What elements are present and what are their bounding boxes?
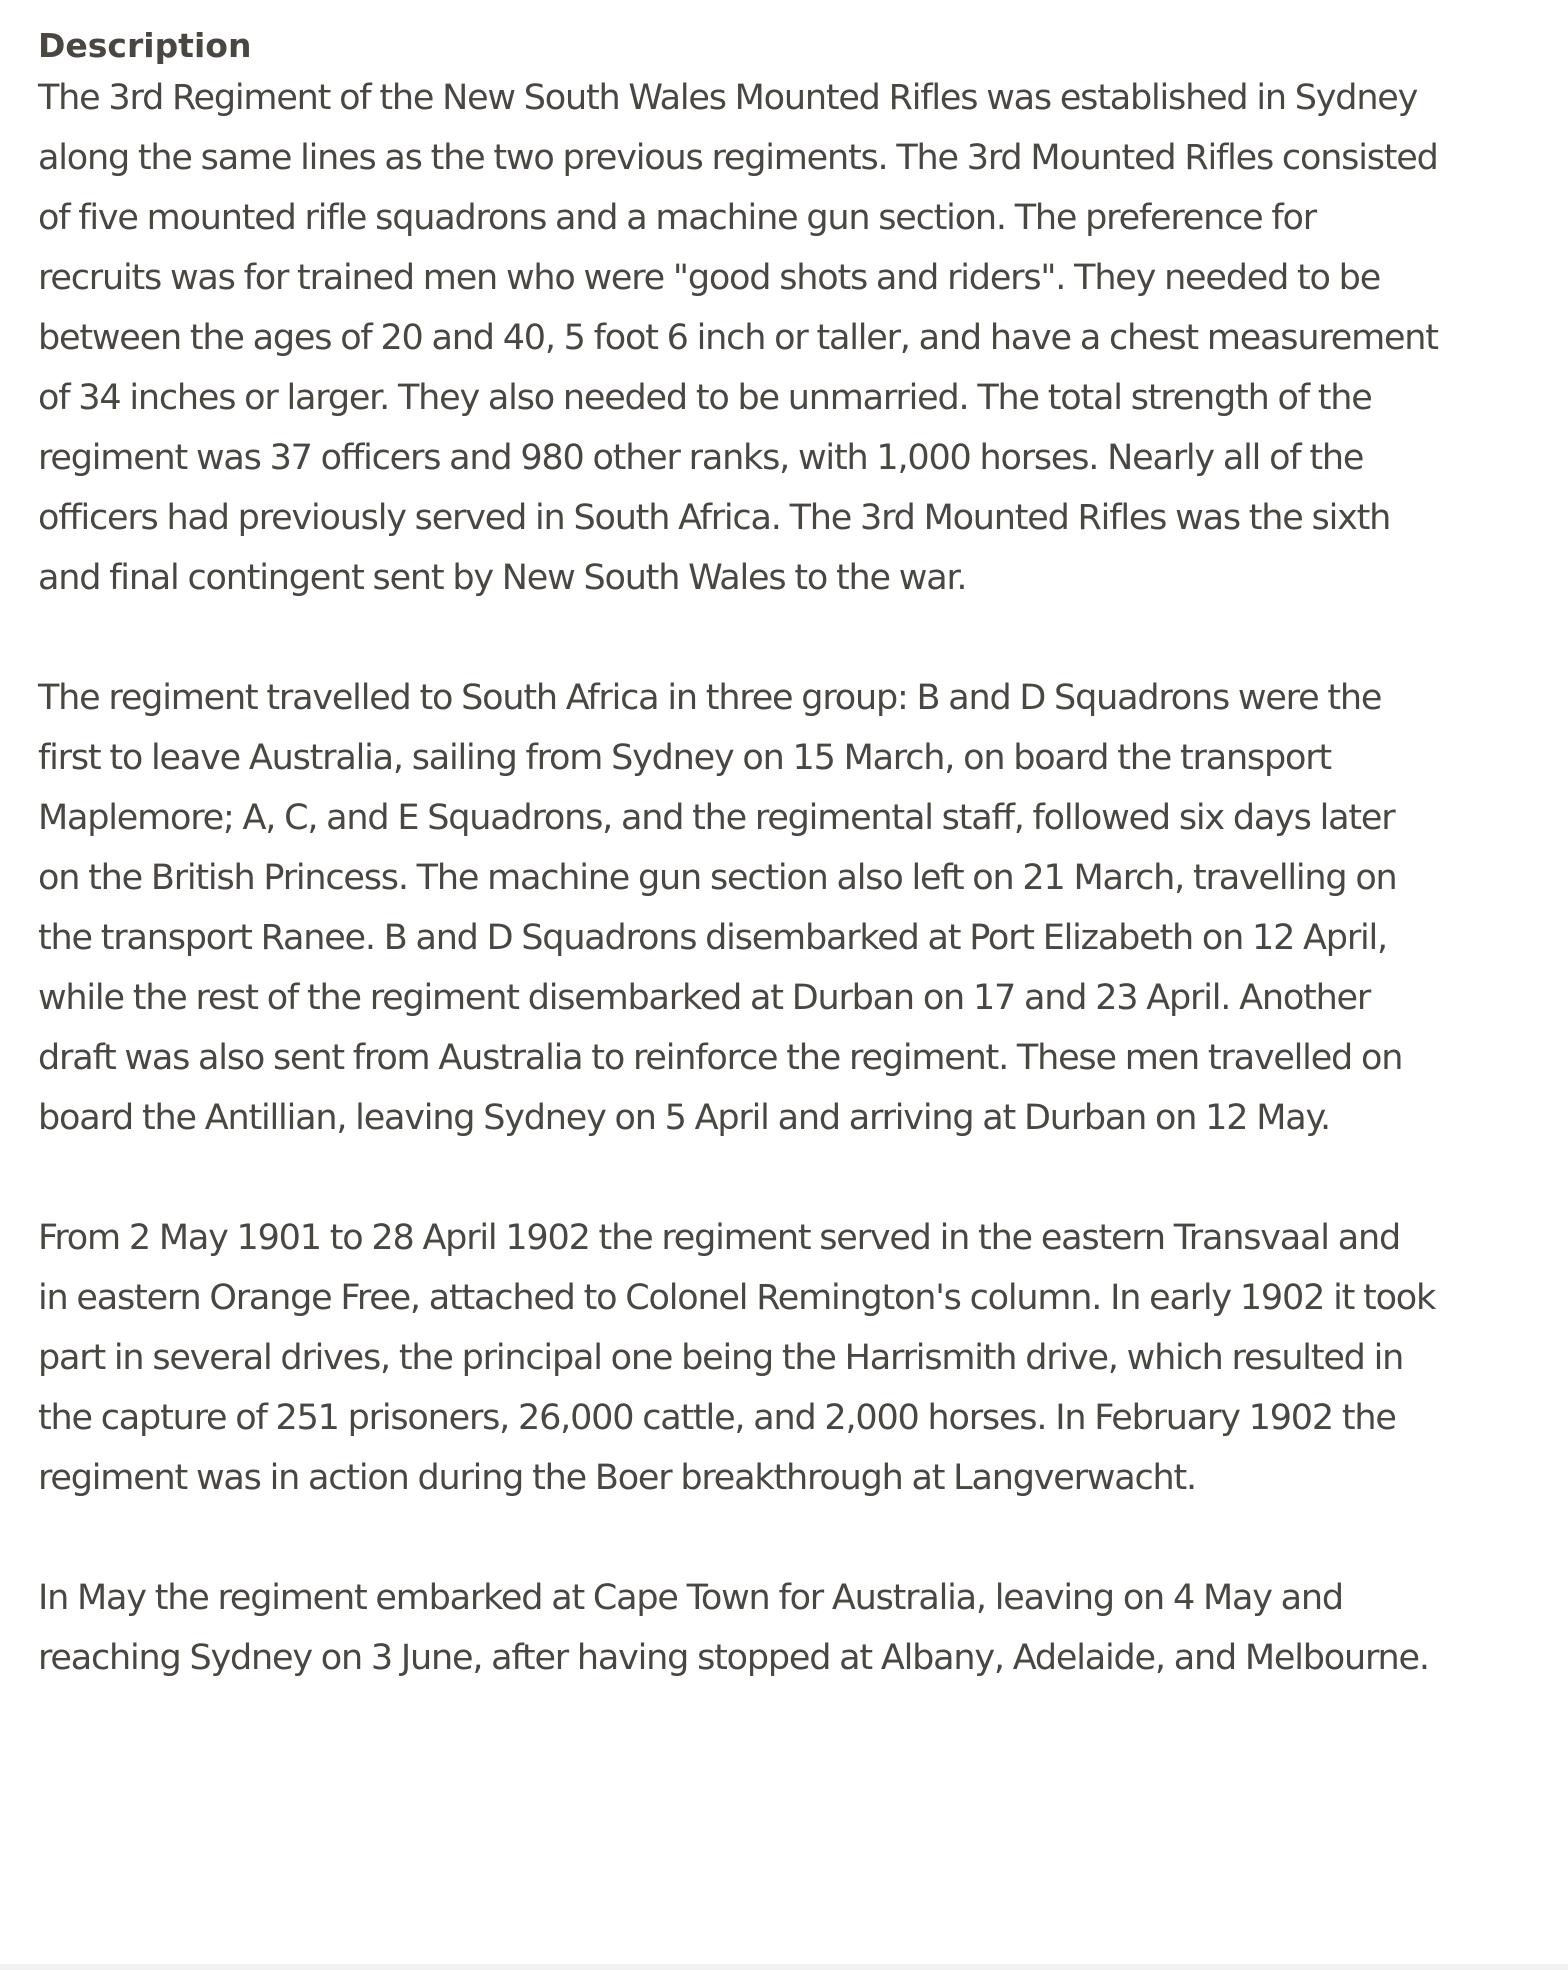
description-section [38,20,1438,1688]
paragraph-voyage: The regiment travelled to South Africa in three group: B and D Squadrons were the first to leave Australia, sailing from Sydney on 15 March, on board the transport Maplemore; A, C, and E Squadrons, and the regimental staff, followed six days later on the British Princess. The machine gun section also left on 21 March, travelling on the transport Ranee. B and D Squadrons disembarked at Port Elizabeth on 12 April, while the rest of the regiment disembarked at Durban on 17 and 23 April. Another draft was also sent from Australia to reinforce the regiment. These men travelled on board the Antillian, leaving Sydney on 5 April and arriving at Durban on 12 May. [38,678,1403,1138]
bottom-divider [0,1964,1568,1970]
paragraph-service: From 2 May 1901 to 28 April 1902 the regiment served in the eastern Transvaal and in eastern Orange Free, attached to Colonel Remington's column. In early 1902 it took part in several drives, the principal one being the Harrismith drive, which resulted in the capture of 251 prisoners, 26,000 cattle, and 2,000 horses. In February 1902 the regiment was in action during the Boer breakthrough at Langverwacht. [38,1218,1436,1498]
section-heading: Description [38,26,252,65]
paragraph-return: In May the regiment embarked at Cape Town for Australia, leaving on 4 May and reaching Sydney on 3 June, after having stopped at Albany, Adelaide, and Melbourne. [38,1578,1429,1678]
paragraph-formation: The 3rd Regiment of the New South Wales Mounted Rifles was established in Sydney along the same lines as the two previous regiments. The 3rd Mounted Rifles consisted of five mounted rifle squadrons and a machine gun section. The preference for recruits was for trained men who were "good shots and riders". They needed to be between the ages of 20 and 40, 5 foot 6 inch or taller, and have a chest measurement of 34 inches or larger. They also needed to be unmarried. The total strength of the regiment was 37 officers and 980 other ranks, with 1,000 horses. Nearly all of the officers had previously served in South Africa. The 3rd Mounted Rifles was the sixth and final contingent sent by New South Wales to the war. [38,78,1438,598]
